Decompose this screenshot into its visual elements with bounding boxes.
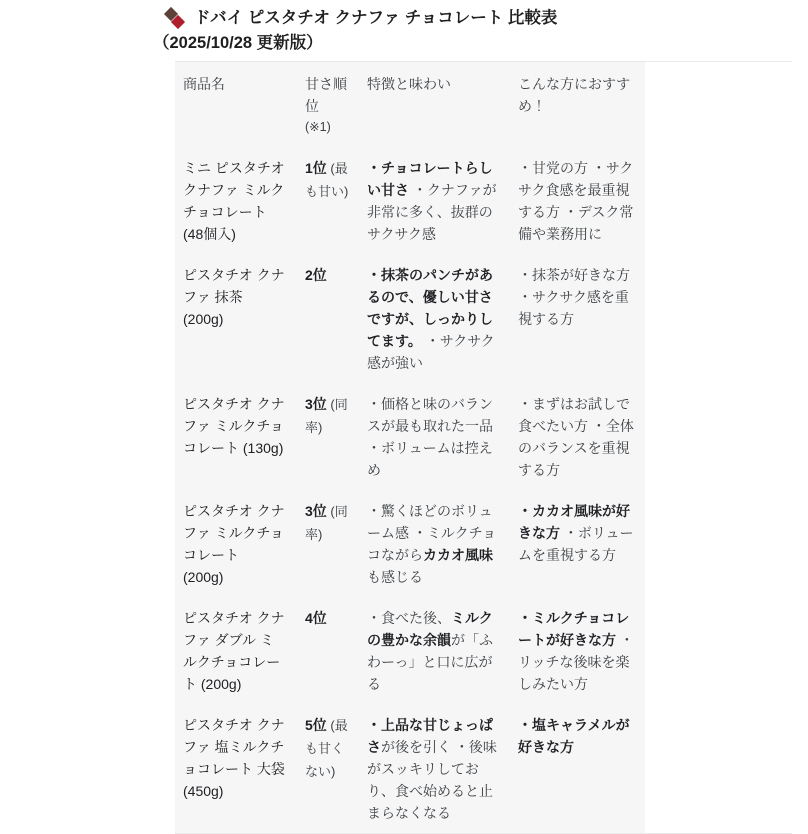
features-text: ・食べた後、: [367, 610, 451, 626]
product-name-line: (48個入): [183, 226, 236, 242]
product-name-cell: [175, 704, 297, 833]
page-title-text: ドバイ ピスタチオ クナファ チョコレート 比較表: [194, 9, 558, 27]
rank-value: 3位: [305, 503, 327, 519]
features-cell: [359, 490, 510, 597]
product-name-line: (450g): [183, 783, 224, 799]
chocolate-pieces-icon: [163, 8, 186, 29]
table-row: [175, 597, 645, 704]
rank-cell: [297, 490, 359, 597]
rank-qualifier: (最も甘い): [305, 161, 349, 199]
product-name-line: ピスタチオ クナファ ミルクチョコレート: [183, 503, 285, 563]
features-cell: [359, 147, 510, 254]
rank-cell: [297, 597, 359, 704]
features-text: ・驚くほどのボリューム感 ・ミルクチョコながら: [367, 503, 497, 563]
recommend-text-bold: ・塩キャラメルが好きな方: [518, 717, 630, 755]
recommend-text-bold: ・ミルクチョコレートが好きな方: [518, 610, 630, 648]
product-name-cell: [175, 383, 297, 490]
page-title: [163, 6, 793, 31]
features-text: ・サクサク感が強い: [367, 333, 495, 371]
rank-cell: [297, 383, 359, 490]
col-header-rank: [297, 62, 359, 147]
col-header-rank-label: 甘さ順位: [305, 76, 347, 114]
features-text: ・クナファが非常に多く、抜群のサクサク感: [367, 182, 497, 242]
rank-value: 3位: [305, 396, 327, 412]
product-name-line: ピスタチオ クナファ 抹茶: [183, 267, 285, 305]
recommend-text: ・リッチな後味を楽しみたい方: [518, 632, 634, 692]
recommend-cell: [510, 383, 645, 490]
rank-value: 1位: [305, 160, 327, 176]
recommend-text: ・ボリュームを重視する方: [518, 525, 634, 563]
col-header-product: [175, 62, 297, 147]
recommend-text: ・抹茶が好きな方 ・サクサク感を重視する方: [518, 267, 630, 327]
table-head: [175, 62, 645, 147]
product-name-line: (200g): [183, 311, 224, 327]
page-subtitle: （2025/10/28 更新版）: [153, 34, 323, 52]
col-header-recommend-label: こんな方におすすめ！: [518, 76, 631, 114]
doc-header: [153, 6, 793, 56]
recommend-text-bold: ・カカオ風味が好きな方: [518, 503, 630, 541]
features-text: が後を引く ・後味がスッキリしており、食べ始めると止まらなくなる: [367, 739, 497, 821]
product-name-cell: [175, 597, 297, 704]
table-row: [175, 147, 645, 254]
features-text-bold: ミルクの豊かな余韻: [367, 610, 493, 648]
col-header-product-label: 商品名: [183, 76, 225, 92]
table-row: [175, 383, 645, 490]
product-name-line: ピスタチオ クナファ ダブル ミルクチョコレート (200g): [183, 610, 285, 692]
rank-cell: [297, 147, 359, 254]
col-header-rank-note: (※1): [305, 120, 331, 134]
features-text-bold: ・抹茶のパンチがあるので、優しい甘さですが、しっかりしてます。: [367, 267, 493, 349]
table-body: [175, 147, 645, 833]
col-header-recommend: [510, 62, 645, 147]
recommend-cell: [510, 490, 645, 597]
rank-qualifier: (同率): [305, 397, 348, 435]
table-header-row: [175, 62, 645, 147]
rank-cell: [297, 704, 359, 833]
rank-value: 2位: [305, 267, 327, 283]
col-header-features-label: 特徴と味わい: [367, 76, 451, 92]
table-row: [175, 254, 645, 383]
rank-value: 5位: [305, 717, 327, 733]
recommend-cell: [510, 147, 645, 254]
comparison-table-wrapper: [175, 61, 792, 834]
features-text-bold: ・上品な甘じょっぱさ: [367, 717, 493, 755]
product-name-line: ミニ ピスタチオ クナファ ミルクチョコレート: [183, 160, 285, 220]
table-row: [175, 490, 645, 597]
product-name-cell: [175, 490, 297, 597]
recommend-cell: [510, 597, 645, 704]
product-name-line: (200g): [183, 569, 224, 585]
col-header-features: [359, 62, 510, 147]
comparison-table: [175, 62, 645, 833]
recommend-text: ・まずはお試しで食べたい方 ・全体のバランスを重視する方: [518, 396, 634, 478]
rank-value: 4位: [305, 610, 327, 626]
features-cell: [359, 383, 510, 490]
product-name-cell: [175, 147, 297, 254]
rank-qualifier: (最も甘くない): [305, 718, 348, 779]
features-text: が「ふわーっ」と口に広がる: [367, 632, 493, 692]
table-row: [175, 704, 645, 833]
features-text: ・価格と味のバランスが最も取れた一品 ・ボリュームは控えめ: [367, 396, 493, 478]
product-name-line: ピスタチオ クナファ ミルクチョコレート (130g): [183, 396, 285, 456]
features-cell: [359, 254, 510, 383]
recommend-cell: [510, 254, 645, 383]
features-text-bold: カカオ風味: [423, 547, 493, 563]
product-name-line: ピスタチオ クナファ 塩ミルクチョコレート 大袋: [183, 717, 285, 777]
rank-qualifier: (同率): [305, 504, 348, 542]
recommend-cell: [510, 704, 645, 833]
rank-cell: [297, 254, 359, 383]
features-cell: [359, 597, 510, 704]
features-text: も感じる: [367, 569, 423, 585]
product-name-cell: [175, 254, 297, 383]
recommend-text: ・甘党の方 ・サクサク食感を最重視する方 ・デスク常備や業務用に: [518, 160, 634, 242]
features-text-bold: ・チョコレートらしい甘さ: [367, 160, 493, 198]
features-cell: [359, 704, 510, 833]
